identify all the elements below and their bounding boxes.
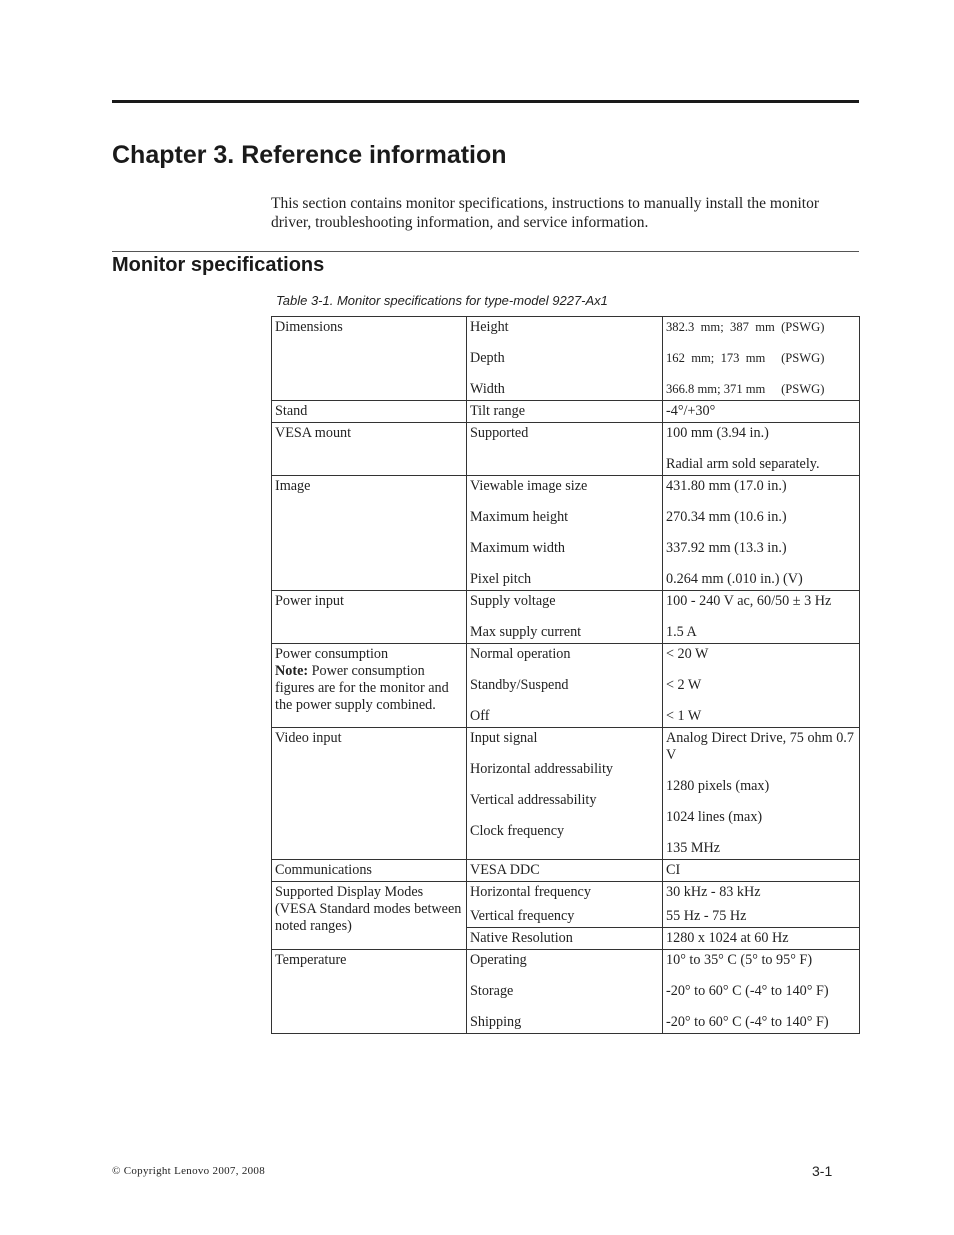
item-value: 100 - 240 V ac, 60/50 ± 3 Hz <box>666 593 832 609</box>
row-values <box>663 950 860 1034</box>
item-label: Supply voltage <box>470 593 556 609</box>
item-value: 337.92 mm (13.3 in.) <box>666 540 787 556</box>
note-text: Power consumption figures are for the monitor and the power supply combined. <box>275 663 449 713</box>
item-value: 100 mm (3.94 in.) <box>666 425 769 441</box>
table-row <box>272 644 860 728</box>
item-label: Clock frequency <box>470 823 565 839</box>
item-label: Maximum height <box>470 509 569 525</box>
chapter-title: Chapter 3. Reference information <box>112 141 507 169</box>
row-items <box>467 476 663 591</box>
item-value: 0.264 mm (.010 in.) (V) <box>666 571 803 587</box>
item-label: Native Resolution <box>467 928 663 950</box>
table-row <box>272 317 860 401</box>
table-caption: Table 3-1. Monitor specifications for type-model 9227-Ax1 <box>276 293 608 308</box>
item-label: Viewable image size <box>470 478 588 494</box>
row-values <box>663 317 860 401</box>
item-label: Vertical frequency <box>470 908 575 924</box>
row-values <box>663 423 860 476</box>
item-label: Width <box>470 381 505 397</box>
table-row <box>272 591 860 644</box>
copyright-notice: © Copyright Lenovo 2007, 2008 <box>112 1165 266 1177</box>
row-label: VESA mount <box>272 423 467 476</box>
item-label: Horizontal addressability <box>470 761 614 777</box>
item-value: -4°/+30° <box>663 401 860 423</box>
intro-paragraph: This section contains monitor specifications, instructions to manually install the monitor driver, troubleshooting information, and service information. <box>271 195 820 231</box>
row-items <box>467 728 663 860</box>
row-items <box>467 317 663 401</box>
item-label: Pixel pitch <box>470 571 532 587</box>
row-values <box>663 644 860 728</box>
spec-table <box>271 316 860 1034</box>
item-value: 382.3 mm; 387 mm (PSWG) <box>666 320 825 334</box>
item-label: Maximum width <box>470 540 565 556</box>
item-label: Max supply current <box>470 624 582 640</box>
item-label: Operating <box>470 952 527 968</box>
item-value: 10° to 35° C (5° to 95° F) <box>666 952 813 968</box>
row-values <box>663 882 860 928</box>
table-row <box>272 476 860 591</box>
table-row <box>272 860 860 882</box>
table-row <box>272 728 860 860</box>
row-items <box>467 882 663 928</box>
row-label: Dimensions <box>272 317 467 401</box>
item-value: 1280 pixels (max) <box>666 778 770 794</box>
item-label: Vertical addressability <box>470 792 597 808</box>
row-label: Supported Display Modes (VESA Standard modes between noted ranges) <box>272 882 467 950</box>
item-label: Depth <box>470 350 505 366</box>
top-rule <box>112 100 859 103</box>
item-value: 366.8 mm; 371 mm (PSWG) <box>666 382 825 396</box>
item-label: Input signal <box>470 730 538 746</box>
item-value: 162 mm; 173 mm (PSWG) <box>666 351 825 365</box>
item-value: 1.5 A <box>666 624 697 640</box>
table-row <box>272 882 860 928</box>
row-label <box>272 644 467 728</box>
item-label: Tilt range <box>467 401 663 423</box>
item-label: Height <box>470 319 509 335</box>
item-value: 270.34 mm (10.6 in.) <box>666 509 787 525</box>
table-row <box>272 950 860 1034</box>
item-value: 1280 x 1024 at 60 Hz <box>663 928 860 950</box>
item-label: VESA DDC <box>467 860 663 882</box>
item-value: 135 MHz <box>666 840 720 856</box>
row-values <box>663 476 860 591</box>
row-values <box>663 728 860 860</box>
item-label: Normal operation <box>470 646 571 662</box>
item-value: 1024 lines (max) <box>666 809 763 825</box>
page-number: 3-1 <box>812 1163 833 1179</box>
row-label: Temperature <box>272 950 467 1034</box>
row-label: Power input <box>272 591 467 644</box>
item-label: Supported <box>467 423 663 476</box>
row-label: Image <box>272 476 467 591</box>
item-value: < 20 W <box>666 646 709 662</box>
table-row <box>272 423 860 476</box>
note-label: Note: <box>275 663 309 679</box>
row-items <box>467 950 663 1034</box>
item-value: < 1 W <box>666 708 702 724</box>
row-label-text: Power consumption <box>275 646 389 662</box>
item-value: CI <box>663 860 860 882</box>
item-value: -20° to 60° C (-4° to 140° F) <box>666 1014 829 1030</box>
item-value: Radial arm sold separately. <box>666 456 820 472</box>
row-items <box>467 591 663 644</box>
row-label: Video input <box>272 728 467 860</box>
item-label: Standby/Suspend <box>470 677 569 693</box>
section-rule <box>112 251 859 252</box>
item-label: Storage <box>470 983 514 999</box>
item-value: 30 kHz - 83 kHz <box>666 884 761 900</box>
item-label: Shipping <box>470 1014 522 1030</box>
row-label: Stand <box>272 401 467 423</box>
section-title: Monitor specifications <box>112 254 325 276</box>
row-label: Communications <box>272 860 467 882</box>
item-value: < 2 W <box>666 677 702 693</box>
item-label: Off <box>470 708 490 724</box>
item-value: Analog Direct Drive, 75 ohm 0.7 V <box>666 730 854 763</box>
item-label: Horizontal frequency <box>470 884 591 900</box>
row-values <box>663 591 860 644</box>
row-items <box>467 644 663 728</box>
item-value: -20° to 60° C (-4° to 140° F) <box>666 983 829 999</box>
item-value: 431.80 mm (17.0 in.) <box>666 478 787 494</box>
table-row <box>272 401 860 423</box>
item-value: 55 Hz - 75 Hz <box>666 908 747 924</box>
